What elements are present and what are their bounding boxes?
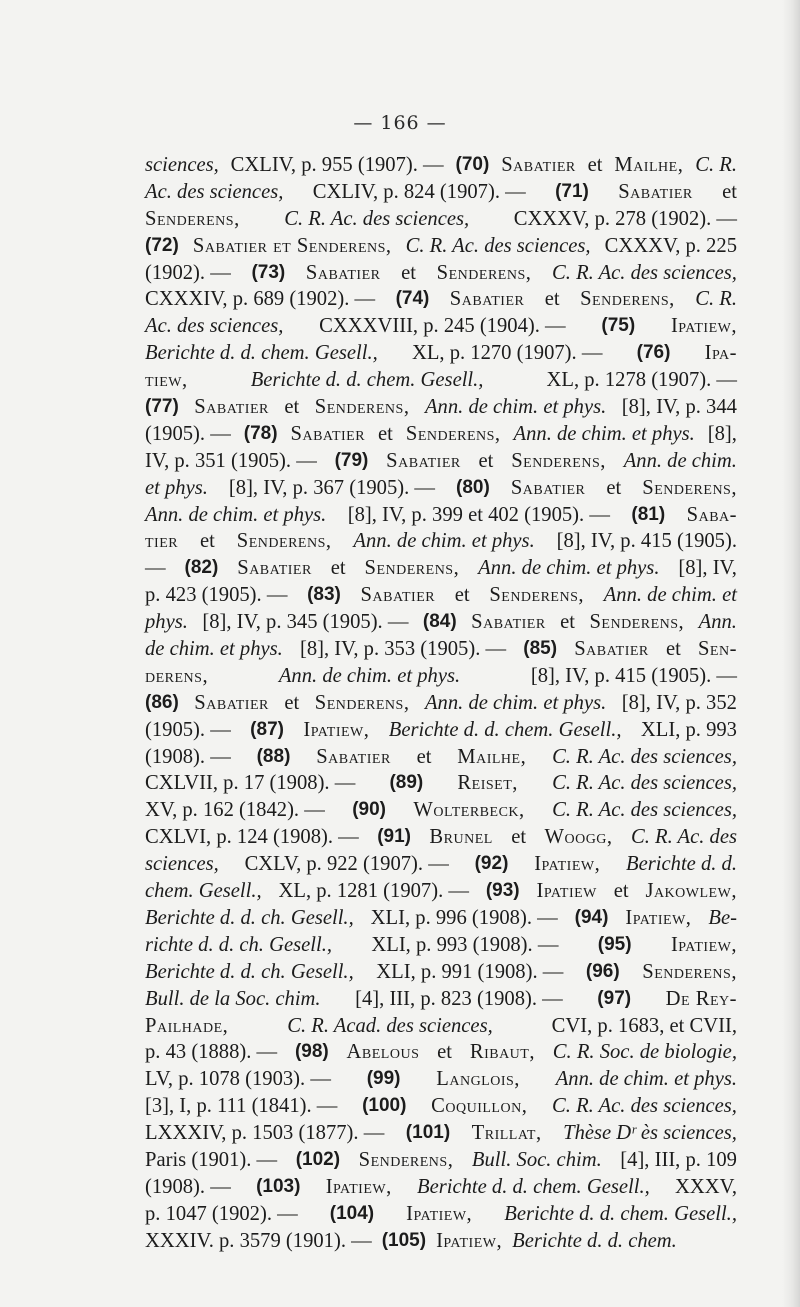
author-name: Sabatier [574, 638, 649, 661]
author-name: Trillat, [471, 1122, 542, 1145]
journal-title: Ann. de chim. et phys. [424, 396, 607, 419]
reference-number: (79) [334, 449, 369, 471]
text-line [145, 932, 737, 959]
author-name: Senderens, [358, 1148, 454, 1171]
reference-number: (85) [523, 638, 558, 660]
citation-text: XV, p. 162 (1842). — [145, 799, 325, 822]
text-line [145, 582, 737, 609]
author-name: Sabatier [194, 691, 269, 714]
reference-number: (105) [381, 1229, 427, 1251]
text-line [145, 663, 737, 690]
reference-number: (76) [636, 342, 671, 364]
citation-text: et [544, 288, 560, 311]
journal-title: C. R. Ac. des sciences, [552, 745, 737, 768]
author-name: Pailhade, [145, 1014, 229, 1037]
text-line [145, 555, 737, 582]
text-line [145, 636, 737, 663]
citation-text: [8], IV, p. 415 (1905). — [530, 664, 737, 687]
author-name: Sabatier [510, 476, 586, 499]
citation-text: [4], III, p. 109 [620, 1148, 737, 1171]
citation-text: [8], IV, [678, 557, 737, 580]
journal-title: Ann. [698, 611, 737, 634]
reference-number: (90) [352, 799, 387, 821]
citation-text: p. 423 (1905). — [145, 584, 288, 607]
citation-text: [8], [707, 422, 737, 445]
author-name: Senderens, [642, 960, 737, 983]
citation-text: LXXXIV, p. 1503 (1877). — [145, 1122, 385, 1145]
citation-text: et [454, 584, 470, 607]
author-name: Mailhe, [614, 154, 684, 176]
journal-title: Berichte d. d. chem. Gesell., [417, 1175, 650, 1198]
author-name: Coquillon, [431, 1095, 528, 1118]
reference-number: (84) [422, 611, 457, 633]
citation-text: CXLVII, p. 17 (1908). — [145, 772, 356, 795]
journal-title: C. R. Ac. des sciences, [552, 772, 737, 795]
author-name: derens, [145, 664, 209, 687]
citation-text: XLI, p. 991 (1908). — [376, 960, 564, 983]
journal-title: Thèse Dʳ ès sciences, [563, 1122, 737, 1145]
citation-text: et [478, 449, 494, 472]
citation-text: et [587, 154, 603, 176]
citation-text: et [416, 745, 432, 768]
citation-text: XL, p. 1278 (1907). — [546, 369, 737, 392]
citation-text: et [330, 557, 346, 580]
author-name: Ipatiew, [534, 853, 601, 876]
text-line [145, 367, 737, 394]
citation-text: CXLVI, p. 124 (1908). — [145, 826, 359, 849]
citation-text: et [437, 1041, 453, 1064]
bibliography-text [145, 152, 737, 1255]
citation-text: et [606, 476, 622, 499]
citation-text: CVI, p. 1683, et CVII, [551, 1014, 737, 1037]
author-name: Woogg, [544, 826, 613, 849]
author-name: Senderens, [314, 396, 410, 419]
text-line [145, 313, 737, 340]
reference-number: (83) [307, 584, 341, 606]
citation-text: et [613, 880, 629, 903]
journal-title: Ann. de chim. et phys. [353, 530, 535, 553]
author-name: Sabatier et Senderens, [192, 234, 392, 257]
author-name: Ipatiew, [625, 906, 692, 929]
reference-number: (82) [184, 557, 219, 579]
citation-text: XLI, p. 993 [640, 718, 737, 741]
reference-number: (88) [256, 745, 291, 767]
reference-number: (78) [243, 422, 278, 444]
author-name: Langlois, [436, 1068, 520, 1091]
text-line [145, 905, 737, 932]
reference-number: (94) [574, 906, 609, 928]
reference-number: (98) [294, 1041, 329, 1063]
journal-title: Berichte d. d. ch. Gesell., [145, 906, 354, 929]
text-line [145, 1013, 737, 1040]
journal-title: Ann. de chim. et phys. [513, 422, 695, 445]
text-line [145, 1228, 737, 1255]
author-name: Sabatier [316, 745, 391, 768]
text-line [145, 878, 737, 905]
author-name: Ipatiew, [436, 1229, 503, 1252]
reference-number: (80) [456, 476, 490, 498]
text-line [145, 1039, 737, 1066]
citation-text: CXXXV, p. 278 (1902). — [513, 207, 737, 230]
reference-number: (74) [395, 288, 430, 310]
journal-title: phys. [145, 611, 188, 634]
reference-number: (87) [250, 718, 284, 740]
citation-text: XLI, p. 993 (1908). — [371, 933, 559, 956]
citation-text: LV, p. 1078 (1903). — [145, 1068, 331, 1091]
author-name: Ipatiew, [303, 718, 370, 741]
citation-text: (1905). — [145, 422, 231, 445]
citation-text: p. 43 (1888). — [145, 1041, 278, 1064]
author-name: Ipatiew, [670, 933, 737, 956]
citation-text: et [401, 261, 417, 284]
journal-title: Ann. de chim. et [603, 584, 737, 607]
author-name: Ipatiew, [406, 1202, 473, 1225]
reference-number: (93) [485, 880, 520, 902]
journal-title: Berichte d. d. chem. [512, 1229, 677, 1252]
author-name: tiew, [145, 369, 188, 392]
author-name: Wolterbeck, [413, 799, 525, 822]
text-line [145, 851, 737, 878]
journal-title: C. R. Soc. de biologie, [552, 1041, 737, 1064]
citation-text: CXLIV, p. 955 (1907). — [230, 154, 444, 176]
author-name: Senderens, [511, 449, 606, 472]
text-line [145, 986, 737, 1013]
text-line [145, 1093, 737, 1120]
page-edge-shadow [782, 0, 800, 1307]
text-line [145, 797, 737, 824]
text-line [145, 475, 737, 502]
journal-title: C. R. Acad. des sciences, [287, 1014, 493, 1037]
citation-text: CXLV, p. 922 (1907). — [244, 853, 449, 876]
text-line [145, 340, 737, 367]
text-line [145, 690, 737, 717]
journal-title: sciences, [145, 853, 219, 876]
reference-number: (100) [362, 1095, 407, 1117]
journal-title: C. R. Ac. des sciences, [552, 799, 737, 822]
citation-text: (1908). — [145, 745, 231, 768]
citation-text: [8], IV, p. 345 (1905). — [202, 611, 409, 634]
reference-number: (77) [145, 396, 179, 418]
citation-text: et [722, 180, 737, 203]
author-name: Reiset, [457, 772, 518, 795]
text-line [145, 1201, 737, 1228]
journal-title: Ann. de chim. et phys. [424, 691, 607, 714]
reference-number: (86) [145, 691, 179, 713]
text-line [145, 502, 737, 529]
journal-title: C. R. Ac. des sciences, [284, 207, 470, 230]
author-name: Sabatier [305, 261, 381, 284]
text-line [145, 421, 737, 448]
reference-number: (96) [585, 960, 620, 982]
citation-text: (1902). — [145, 261, 231, 284]
citation-text: et [560, 611, 576, 634]
reference-number: (101) [405, 1122, 451, 1144]
author-name: Senderens, [642, 476, 737, 499]
citation-text: XLI, p. 996 (1908). — [370, 906, 558, 929]
text-line [145, 824, 737, 851]
author-name: Ipa- [704, 342, 737, 365]
reference-number: (75) [601, 315, 636, 337]
author-name: Sabatier [386, 449, 461, 472]
reference-number: (73) [251, 261, 286, 283]
journal-title: C. R. [695, 154, 737, 176]
author-name: Senderens, [364, 557, 460, 580]
reference-number: (95) [597, 933, 632, 955]
author-name: Ipatiew, [325, 1175, 392, 1198]
author-name: Jakowlew, [645, 880, 737, 903]
journal-title: Berichte d. d. chem. Gesell., [504, 1202, 737, 1225]
text-line [145, 206, 737, 233]
citation-text: [4], III, p. 823 (1908). — [355, 987, 563, 1010]
text-line [145, 448, 737, 475]
citation-text: [3], I, p. 111 (1841). — [145, 1095, 338, 1118]
reference-number: (72) [145, 234, 179, 256]
reference-number: (70) [455, 154, 490, 175]
citation-text: — [145, 557, 166, 580]
text-line [145, 286, 737, 313]
reference-number: (102) [295, 1148, 341, 1170]
journal-title: chem. Gesell., [145, 880, 262, 903]
journal-title: Ann. de chim. et phys. [145, 503, 327, 526]
journal-title: C. R. Ac. des sciences, [405, 234, 591, 257]
journal-title: C. R. Ac. des sciences, [552, 261, 737, 284]
reference-number: (91) [377, 826, 411, 848]
author-name: Senderens, [436, 261, 532, 284]
author-name: Senderens, [314, 691, 410, 714]
citation-text: [8], IV, p. 367 (1905). — [228, 476, 436, 499]
author-name: Senderens, [580, 288, 675, 311]
text-line [145, 179, 737, 206]
text-line [145, 152, 737, 179]
citation-text: et [378, 422, 393, 445]
author-name: Sabatier [449, 288, 525, 311]
author-name: Senderens, [489, 584, 585, 607]
author-name: Senderens, [589, 611, 685, 634]
citation-text: et [284, 396, 300, 419]
citation-text: (1908). — [145, 1175, 231, 1198]
author-name: Sabatier [618, 180, 693, 203]
citation-text: et [200, 530, 215, 553]
author-name: Brunel [429, 826, 493, 849]
author-name: Ipatiew, [670, 315, 737, 338]
citation-text: [8], IV, p. 344 [621, 396, 737, 419]
journal-title: Berichte d. d. chem. Gesell., [145, 342, 378, 365]
journal-title: C. R. Ac. des sciences, [552, 1095, 737, 1118]
text-line [145, 1147, 737, 1174]
author-name: Sabatier [501, 154, 576, 176]
journal-title: Berichte d. d. chem. Gesell., [250, 369, 484, 392]
text-line [145, 1174, 737, 1201]
citation-text: et [665, 638, 681, 661]
journal-title: Ann. de chim. et phys. [555, 1068, 737, 1091]
text-line [145, 233, 737, 260]
journal-title: Ac. des sciences, [145, 315, 284, 338]
reference-number: (103) [256, 1175, 301, 1197]
journal-title: Bull. Soc. chim. [471, 1148, 602, 1171]
journal-title: Ann. de chim. et phys. [478, 557, 660, 580]
text-line [145, 959, 737, 986]
text-line [145, 744, 737, 771]
reference-number: (99) [366, 1068, 401, 1090]
text-line [145, 717, 737, 744]
author-name: Sabatier [290, 422, 366, 445]
citation-text: CXXXVIII, p. 245 (1904). — [319, 315, 566, 338]
author-name: Sabatier [237, 557, 312, 580]
journal-title: C. R. Ac. des [630, 826, 737, 849]
citation-text: [8], IV, p. 353 (1905). — [299, 638, 507, 661]
citation-text: [8], IV, p. 415 (1905). [556, 530, 737, 553]
reference-number: (71) [555, 180, 589, 202]
citation-text: (1905). — [145, 718, 231, 741]
journal-title: Bull. de la Soc. chim. [145, 987, 321, 1010]
citation-text: XL, p. 1281 (1907). — [278, 880, 469, 903]
citation-text: et [511, 826, 527, 849]
journal-title: et phys. [145, 476, 208, 499]
text-line [145, 394, 737, 421]
text-line [145, 770, 737, 797]
citation-text: CXLIV, p. 824 (1907). — [312, 180, 526, 203]
citation-text: XL, p. 1270 (1907). — [411, 342, 603, 365]
reference-number: (104) [329, 1202, 375, 1224]
journal-title: Ac. des sciences, [145, 180, 284, 203]
journal-title: C. R. [695, 288, 737, 311]
author-name: Senderens, [145, 207, 240, 230]
journal-title: sciences, [145, 154, 219, 176]
citation-text: [8], IV, p. 399 et 402 (1905). — [347, 503, 610, 526]
reference-number: (81) [631, 503, 666, 525]
text-line [145, 609, 737, 636]
reference-number: (92) [474, 853, 509, 875]
author-name: Ipatiew [536, 880, 597, 903]
text-line [145, 1066, 737, 1093]
author-name: tier [145, 530, 179, 553]
author-name: Sabatier [194, 396, 269, 419]
text-line [145, 1120, 737, 1147]
reference-number: (89) [389, 772, 424, 794]
journal-title: richte d. d. ch. Gesell., [145, 933, 333, 956]
citation-text: [8], IV, p. 352 [621, 691, 737, 714]
journal-title: Ann. de chim. et phys. [278, 664, 461, 687]
author-name: Mailhe, [457, 745, 527, 768]
citation-text: CXXXV, p. 225 [604, 234, 737, 257]
author-name: Ribaut, [469, 1041, 535, 1064]
author-name: Sen- [697, 638, 737, 661]
author-name: Abelous [346, 1041, 420, 1064]
citation-text: IV, p. 351 (1905). — [145, 449, 317, 472]
journal-title: Berichte d. d. [626, 853, 737, 876]
author-name: Senderens, [405, 422, 501, 445]
reference-number: (97) [597, 987, 632, 1009]
journal-title: Ann. de chim. [623, 449, 737, 472]
author-name: De Rey- [665, 987, 737, 1010]
text-line [145, 260, 737, 287]
citation-text: Paris (1901). — [145, 1148, 278, 1171]
author-name: Senderens, [236, 530, 332, 553]
citation-text: XXXV, [675, 1175, 737, 1198]
author-name: Saba- [686, 503, 737, 526]
citation-text: CXXXIV, p. 689 (1902). — [145, 288, 376, 311]
citation-text: et [284, 691, 300, 714]
journal-title: Be- [708, 906, 737, 929]
journal-title: Berichte d. d. chem. Gesell., [388, 718, 622, 741]
journal-title: de chim. et phys. [145, 638, 283, 661]
journal-title: Berichte d. d. ch. Gesell., [145, 960, 354, 983]
citation-text: p. 1047 (1902). — [145, 1202, 298, 1225]
author-name: Sabatier [471, 611, 546, 634]
text-line [145, 528, 737, 555]
author-name: Sabatier [360, 584, 436, 607]
citation-text: XXXIV. p. 3579 (1901). — [145, 1229, 372, 1252]
page-number: — 166 — [353, 112, 447, 134]
